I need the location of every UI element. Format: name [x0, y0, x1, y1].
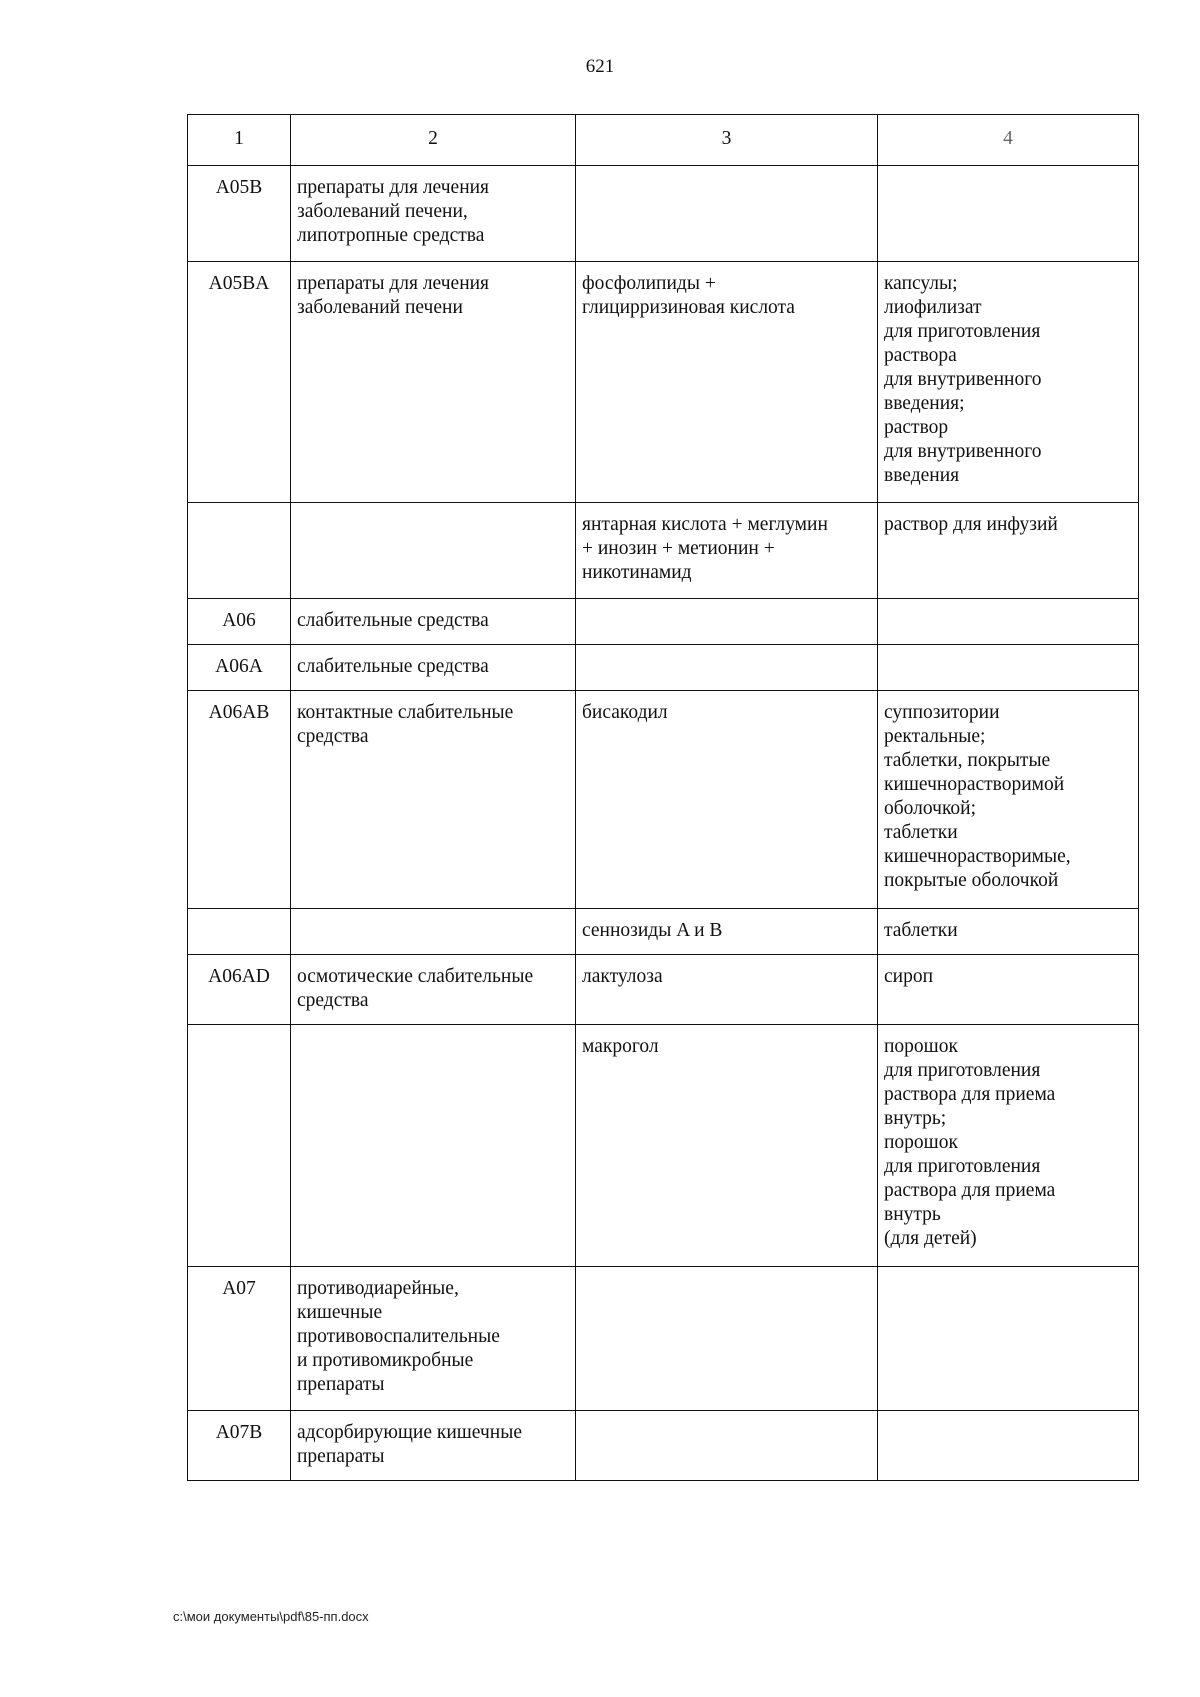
table-row: [188, 645, 1139, 691]
active-substance-cell: макрогол: [576, 1025, 878, 1267]
atc-code-cell: [188, 909, 291, 955]
atc-code-cell: [188, 1025, 291, 1267]
active-substance-cell: фосфолипиды + глицирризиновая кислота: [576, 262, 878, 503]
table-header-row: [188, 115, 1139, 166]
dosage-form-cell: [878, 645, 1139, 691]
table-row: [188, 503, 1139, 599]
dosage-form-cell: [878, 1267, 1139, 1411]
pharmacological-group-cell: контактные слабительные средства: [291, 691, 576, 909]
table-body: [188, 166, 1139, 1481]
active-substance-cell: бисакодил: [576, 691, 878, 909]
active-substance-cell: [576, 599, 878, 645]
column-header-4: 4: [878, 115, 1139, 166]
pharmacological-group-cell: адсорбирующие кишечные препараты: [291, 1411, 576, 1481]
active-substance-cell: [576, 1411, 878, 1481]
atc-code-cell: [188, 503, 291, 599]
dosage-form-cell: порошок для приготовления раствора для приема внутрь; порошок для приготовления раствора для приема внутрь (для детей): [878, 1025, 1139, 1267]
dosage-form-cell: таблетки: [878, 909, 1139, 955]
dosage-form-cell: раствор для инфузий: [878, 503, 1139, 599]
atc-code-cell: A05B: [188, 166, 291, 262]
table-row: [188, 1411, 1139, 1481]
page-number: 621: [585, 56, 615, 77]
dosage-form-cell: сироп: [878, 955, 1139, 1025]
active-substance-cell: лактулоза: [576, 955, 878, 1025]
dosage-form-cell: [878, 599, 1139, 645]
table-row: [188, 909, 1139, 955]
atc-code-cell: A06AB: [188, 691, 291, 909]
atc-code-cell: A07B: [188, 1411, 291, 1481]
atc-code-cell: A05BA: [188, 262, 291, 503]
active-substance-cell: [576, 1267, 878, 1411]
atc-code-cell: A06AD: [188, 955, 291, 1025]
table-row: [188, 262, 1139, 503]
atc-code-cell: A07: [188, 1267, 291, 1411]
pharmacological-group-cell: слабительные средства: [291, 599, 576, 645]
table-row: [188, 1267, 1139, 1411]
table-row: [188, 166, 1139, 262]
table-row: [188, 599, 1139, 645]
column-header-1: 1: [188, 115, 291, 166]
active-substance-cell: сеннозиды A и B: [576, 909, 878, 955]
pharmacological-group-cell: [291, 909, 576, 955]
column-header-2: 2: [291, 115, 576, 166]
atc-code-cell: A06: [188, 599, 291, 645]
column-header-3: 3: [576, 115, 878, 166]
active-substance-cell: янтарная кислота + меглумин + инозин + метионин + никотинамид: [576, 503, 878, 599]
pharmacological-group-cell: препараты для лечения заболеваний печени, липотропные средства: [291, 166, 576, 262]
pharmacological-group-cell: препараты для лечения заболеваний печени: [291, 262, 576, 503]
table-row: [188, 1025, 1139, 1267]
drug-table: [187, 114, 1139, 1481]
pharmacological-group-cell: осмотические слабительные средства: [291, 955, 576, 1025]
active-substance-cell: [576, 645, 878, 691]
atc-code-cell: A06A: [188, 645, 291, 691]
dosage-form-cell: [878, 1411, 1139, 1481]
table-row: [188, 691, 1139, 909]
pharmacological-group-cell: слабительные средства: [291, 645, 576, 691]
dosage-form-cell: капсулы; лиофилизат для приготовления раствора для внутривенного введения; раствор для внутривенного введения: [878, 262, 1139, 503]
active-substance-cell: [576, 166, 878, 262]
dosage-form-cell: суппозитории ректальные; таблетки, покрытые кишечнорастворимой оболочкой; таблетки кишечнорастворимые, покрытые оболочкой: [878, 691, 1139, 909]
dosage-form-cell: [878, 166, 1139, 262]
pharmacological-group-cell: противодиарейные, кишечные противовоспалительные и противомикробные препараты: [291, 1267, 576, 1411]
table-row: [188, 955, 1139, 1025]
footer-file-path: c:\мои документы\pdf\85-пп.docx: [173, 1609, 369, 1624]
pharmacological-group-cell: [291, 503, 576, 599]
pharmacological-group-cell: [291, 1025, 576, 1267]
